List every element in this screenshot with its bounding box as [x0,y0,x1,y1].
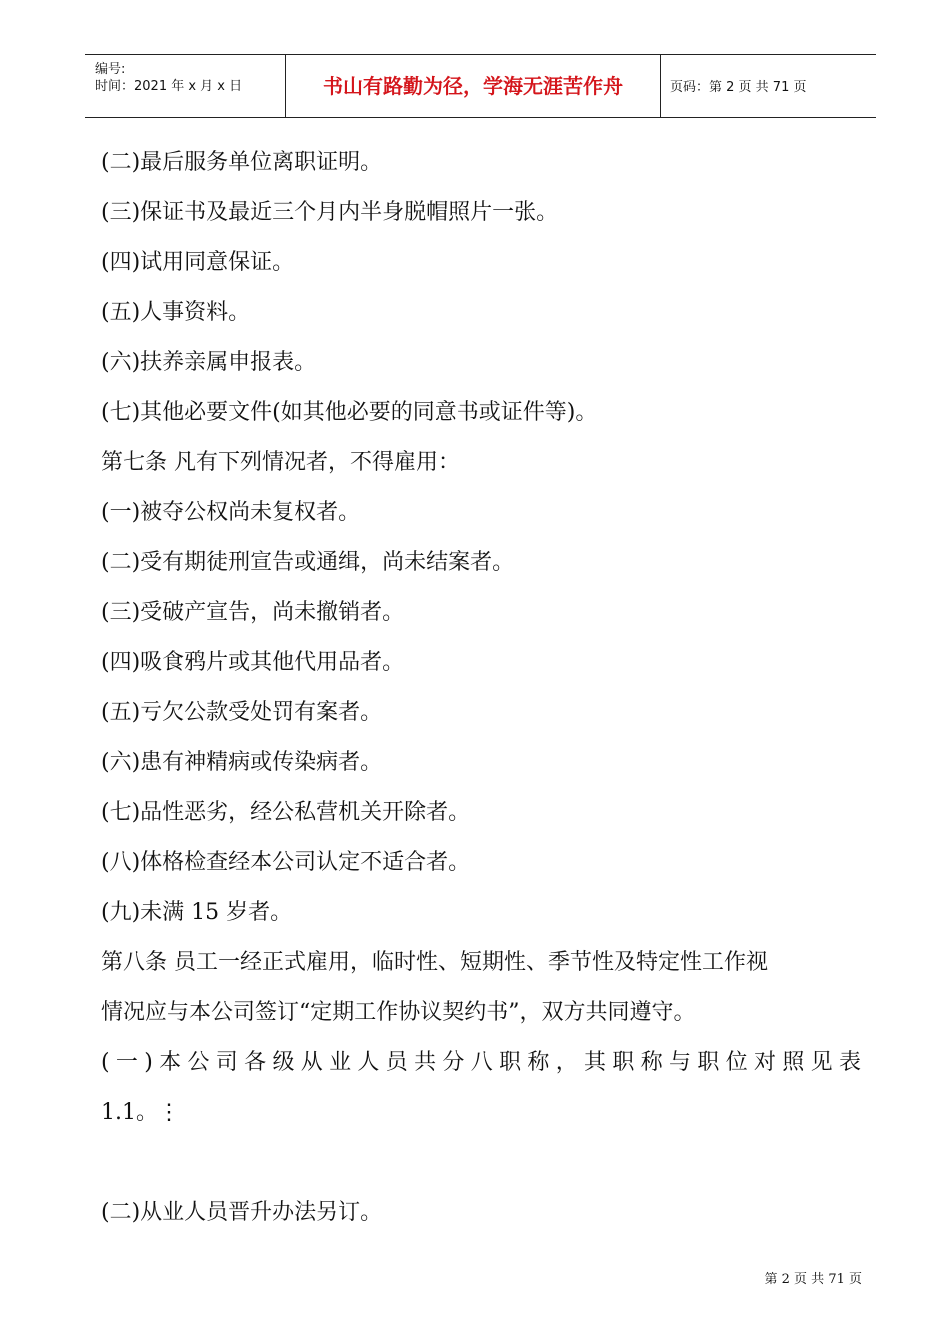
body-line: (八)体格检查经本公司认定不适合者。 [101,850,471,875]
body-line: (一)被夺公权尚未复权者。 [101,500,361,525]
body-line: (九)未满 15 岁者。 [101,900,293,925]
document-header [85,54,876,118]
body-line: (六)患有神精病或传染病者。 [101,750,383,775]
article-heading: 第八条 员工一经正式雇用，临时性、短期性、季节性及特定性工作视 [101,950,768,975]
body-line: (七)品性恶劣，经公私营机关开除者。 [101,800,471,825]
document-id-label: 编号: [95,62,126,77]
body-line: 1.1。⋮ [101,1100,180,1125]
body-line: (四)试用同意保证。 [101,250,295,275]
footer-page-number: 第 2 页 共 71 页 [764,1272,862,1287]
body-line: (三)受破产宣告，尚未撤销者。 [101,600,405,625]
body-line: (七)其他必要文件(如其他必要的同意书或证件等)。 [101,400,598,425]
body-line: (三)保证书及最近三个月内半身脱帽照片一张。 [101,200,559,225]
body-line: (四)吸食鸦片或其他代用品者。 [101,650,405,675]
body-line: (二)受有期徒刑宣告或通缉，尚未结案者。 [101,550,515,575]
body-line: (一)本公司各级从业人员共分八职称，其职称与职位对照见表 [101,1050,861,1075]
body-line: (二)从业人员晋升办法另订。 [101,1200,383,1225]
header-motto-cell [285,55,661,117]
body-line: (二)最后服务单位离职证明。 [101,150,383,175]
body-line: (五)亏欠公款受处罚有案者。 [101,700,383,725]
header-motto: 书山有路勤为径，学海无涯苦作舟 [323,74,623,98]
body-line: 情况应与本公司签订“定期工作协议契约书”，双方共同遵守。 [101,1000,696,1025]
body-line: (六)扶养亲属申报表。 [101,350,317,375]
header-meta-cell [85,55,285,117]
body-line: (五)人事资料。 [101,300,251,325]
article-heading: 第七条 凡有下列情况者，不得雇用： [101,450,460,475]
header-page-number: 页码：第 2 页 共 71 页 [670,80,807,95]
header-page-cell [660,55,876,117]
document-time-label: 时间：2021 年 x 月 x 日 [95,79,243,94]
